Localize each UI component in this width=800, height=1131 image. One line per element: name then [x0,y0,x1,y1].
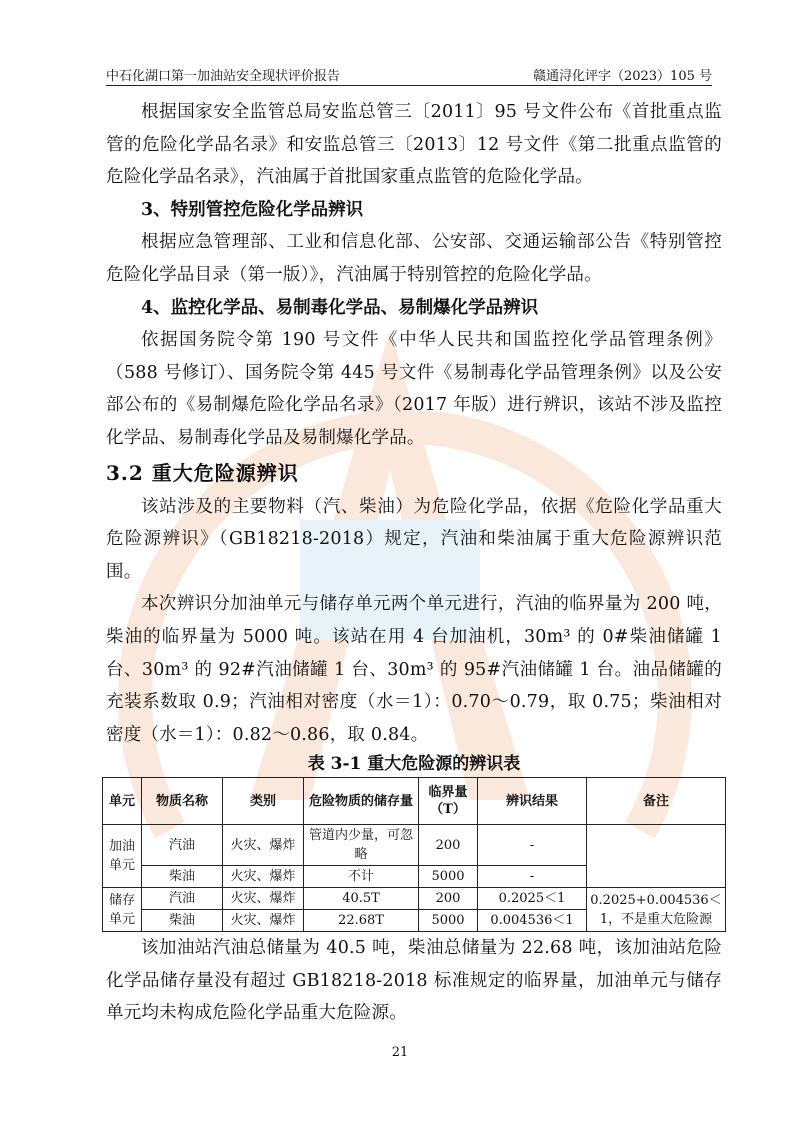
col-header-substance: 物质名称 [142,778,223,825]
header-document-number: 赣通浔化评字（2023）105 号 [532,69,712,84]
page-header [106,63,712,86]
page-number: 21 [391,1045,409,1060]
cell-critical: 5000 [419,910,478,932]
paragraph-key-supervision: 根据国家安全监管总局安监总管三〔2011〕95 号文件公布《首批重点监管的危险化学品名录》和安监总管三〔2013〕12 号文件《第二批重点监管的危险化学品名录》，汽油属于首批国家重点监管的危险化学品。 [106,102,722,188]
hazard-identification-table [102,777,726,932]
cell-result: - [478,825,587,866]
cell-category: 火灾、爆炸 [223,825,304,866]
cell-substance: 柴油 [142,866,223,888]
cell-substance: 柴油 [142,910,223,932]
col-header-note: 备注 [587,778,726,825]
col-header-result: 辨识结果 [478,778,587,825]
cell-result: - [478,866,587,888]
paragraph-special-control: 根据应急管理部、工业和信息化部、公安部、交通运输部公告《特别管控危险化学品目录（第一版）》，汽油属于特别管控的危险化学品。 [106,232,722,285]
paragraph-conclusion: 该加油站汽油总储量为 40.5 吨，柴油总储量为 22.68 吨，该加油站危险化学品储存量没有超过 GB18218-2018 标准规定的临界量，加油单元与储存单元均未构成危险化学品重大危险源。 [106,938,722,1024]
cell-critical: 200 [419,888,478,910]
table-header-row [103,778,726,825]
cell-category: 火灾、爆炸 [223,888,304,910]
cell-note: 0.2025+0.004536＜1，不是重大危险源 [587,888,726,932]
cell-unit: 储存单元 [103,888,142,932]
cell-storage: 40.5T [304,888,419,910]
cell-storage: 不计 [304,866,419,888]
section-heading-major-hazard: 3.2 重大危险源辨识 [106,460,299,485]
cell-category: 火灾、爆炸 [223,866,304,888]
paragraph-monitored-chemicals: 依据国务院令第 190 号文件《中华人民共和国监控化学品管理条例》（588 号修订）、国务院令第 445 号文件《易制毒化学品管理条例》以及公安部公布的《易制爆危险化学品名录》（2017 年版）进行辨识，该站不涉及监控化学品、易制毒化学品及易制爆化学品。 [106,330,722,448]
heading-special-control: 3、特别管控危险化学品辨识 [141,199,364,220]
col-header-unit: 单元 [103,778,142,825]
cell-critical: 5000 [419,866,478,888]
cell-storage: 22.68T [304,910,419,932]
col-header-category: 类别 [223,778,304,825]
col-header-critical: 临界量（T） [419,778,478,825]
cell-result: 0.004536＜1 [478,910,587,932]
cell-storage: 管道内少量，可忽略 [304,825,419,866]
cell-category: 火灾、爆炸 [223,910,304,932]
cell-note [587,825,726,888]
paragraph-identification-method: 本次辨识分加油单元与储存单元两个单元进行，汽油的临界量为 200 吨，柴油的临界量为 5000 吨。该站在用 4 台加油机，30m³ 的 0#柴油储罐 1 台、30m³ 的 92#汽油储罐 1 台、30m³ 的 95#汽油储罐 1 台。油品储罐的充装系数取 0.9；汽油相对密度（水＝1）：0.70～0.79，取 0.75；柴油相对密度（水＝1）：0.82～0.86，取 0.84。 [106,594,722,745]
table-caption: 表 3-1 重大危险源的辨识表 [307,754,521,775]
cell-unit: 加油单元 [103,825,142,888]
cell-result: 0.2025＜1 [478,888,587,910]
paragraph-major-hazard-scope: 该站涉及的主要物料（汽、柴油）为危险化学品，依据《危险化学品重大危险源辨识》（GB18218-2018）规定，汽油和柴油属于重大危险源辨识范围。 [106,496,722,582]
page-body [106,96,722,1030]
table-row [103,888,726,910]
header-left-title: 中石化湖口第一加油站安全现状评价报告 [106,69,341,84]
cell-substance: 汽油 [142,825,223,866]
cell-substance: 汽油 [142,888,223,910]
heading-monitored-chemicals: 4、监控化学品、易制毒化学品、易制爆化学品辨识 [141,297,539,318]
table-row [103,825,726,866]
cell-critical: 200 [419,825,478,866]
col-header-storage: 危险物质的储存量 [304,778,419,825]
